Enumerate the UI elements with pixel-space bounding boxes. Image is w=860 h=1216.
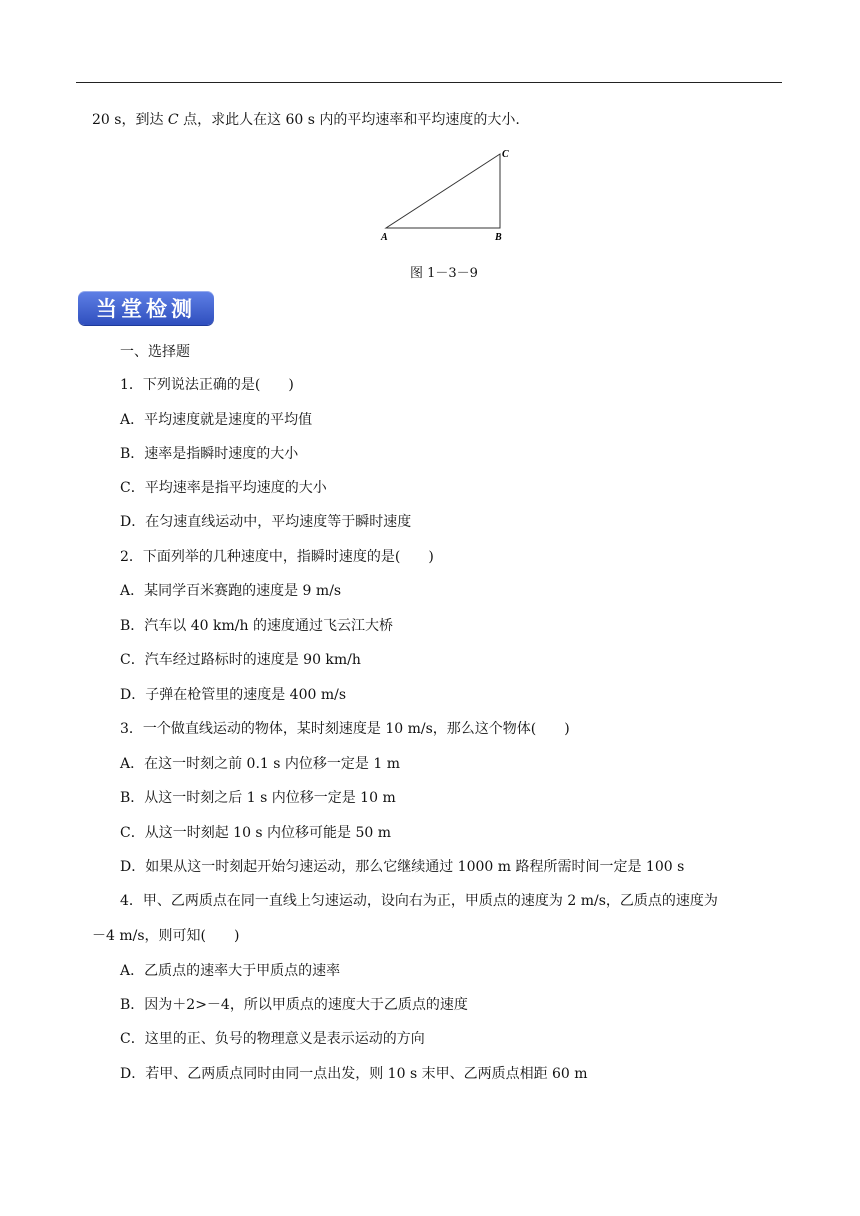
question-2-option-c: C．汽车经过路标时的速度是 90 km/h	[120, 652, 361, 668]
intro-line	[92, 111, 520, 129]
question-4-option-d: D．若甲、乙两质点同时由同一点出发，则 10 s 末甲、乙两质点相距 60 m	[120, 1066, 588, 1082]
triangle-abc	[386, 154, 500, 228]
vertex-b-label: B	[495, 232, 502, 243]
point-c-label: C	[167, 112, 179, 128]
question-4-option-b: B．因为＋2>－4，所以甲质点的速度大于乙质点的速度	[120, 997, 468, 1013]
question-1-stem: 1．下列说法正确的是( )	[120, 377, 294, 393]
question-2-stem: 2．下面列举的几种速度中，指瞬时速度的是( )	[120, 549, 434, 565]
question-4-stem: 4．甲、乙两质点在同一直线上匀速运动，设向右为正，甲质点的速度为 2 m/s，乙质点的速度为	[120, 893, 718, 909]
vertex-c-label: C	[502, 149, 509, 160]
section-heading: 一、选择题	[120, 344, 190, 360]
question-3-stem: 3．一个做直线运动的物体，某时刻速度是 10 m/s，那么这个物体( )	[120, 721, 570, 737]
question-1-option-a: A．平均速度就是速度的平均值	[120, 412, 313, 428]
question-4-option-a: A．乙质点的速率大于甲质点的速率	[120, 963, 341, 979]
question-3-option-d: D．如果从这一时刻起开始匀速运动，那么它继续通过 1000 m 路程所需时间一定是 100 s	[120, 859, 685, 875]
question-1-option-b: B．速率是指瞬时速度的大小	[120, 446, 299, 462]
question-1-option-c: C．平均速率是指平均速度的大小	[120, 480, 327, 496]
question-2-option-a: A．某同学百米赛跑的速度是 9 m/s	[120, 583, 342, 599]
figure-caption: 图 1－3－9	[410, 266, 478, 281]
section-banner: 当堂检测	[78, 291, 214, 325]
question-3-option-a: A．在这一时刻之前 0.1 s 内位移一定是 1 m	[120, 756, 400, 772]
question-2-option-b: B．汽车以 40 km/h 的速度通过飞云江大桥	[120, 618, 393, 634]
question-3-option-c: C．从这一时刻起 10 s 内位移可能是 50 m	[120, 825, 392, 841]
question-3-option-b: B．从这一时刻之后 1 s 内位移一定是 10 m	[120, 790, 396, 806]
question-2-option-d: D．子弹在枪管里的速度是 400 m/s	[120, 687, 347, 703]
vertex-a-label: A	[381, 232, 388, 243]
header-rule	[76, 82, 782, 83]
question-1-option-d: D．在匀速直线运动中，平均速度等于瞬时速度	[120, 514, 412, 530]
triangle-figure	[376, 146, 516, 246]
intro-prefix: 20 s，到达	[92, 112, 168, 128]
intro-suffix: 点，求此人在这 60 s 内的平均速率和平均速度的大小.	[178, 112, 520, 128]
question-4-stem-continued: －4 m/s，则可知( )	[92, 928, 240, 944]
question-4-option-c: C．这里的正、负号的物理意义是表示运动的方向	[120, 1031, 425, 1047]
